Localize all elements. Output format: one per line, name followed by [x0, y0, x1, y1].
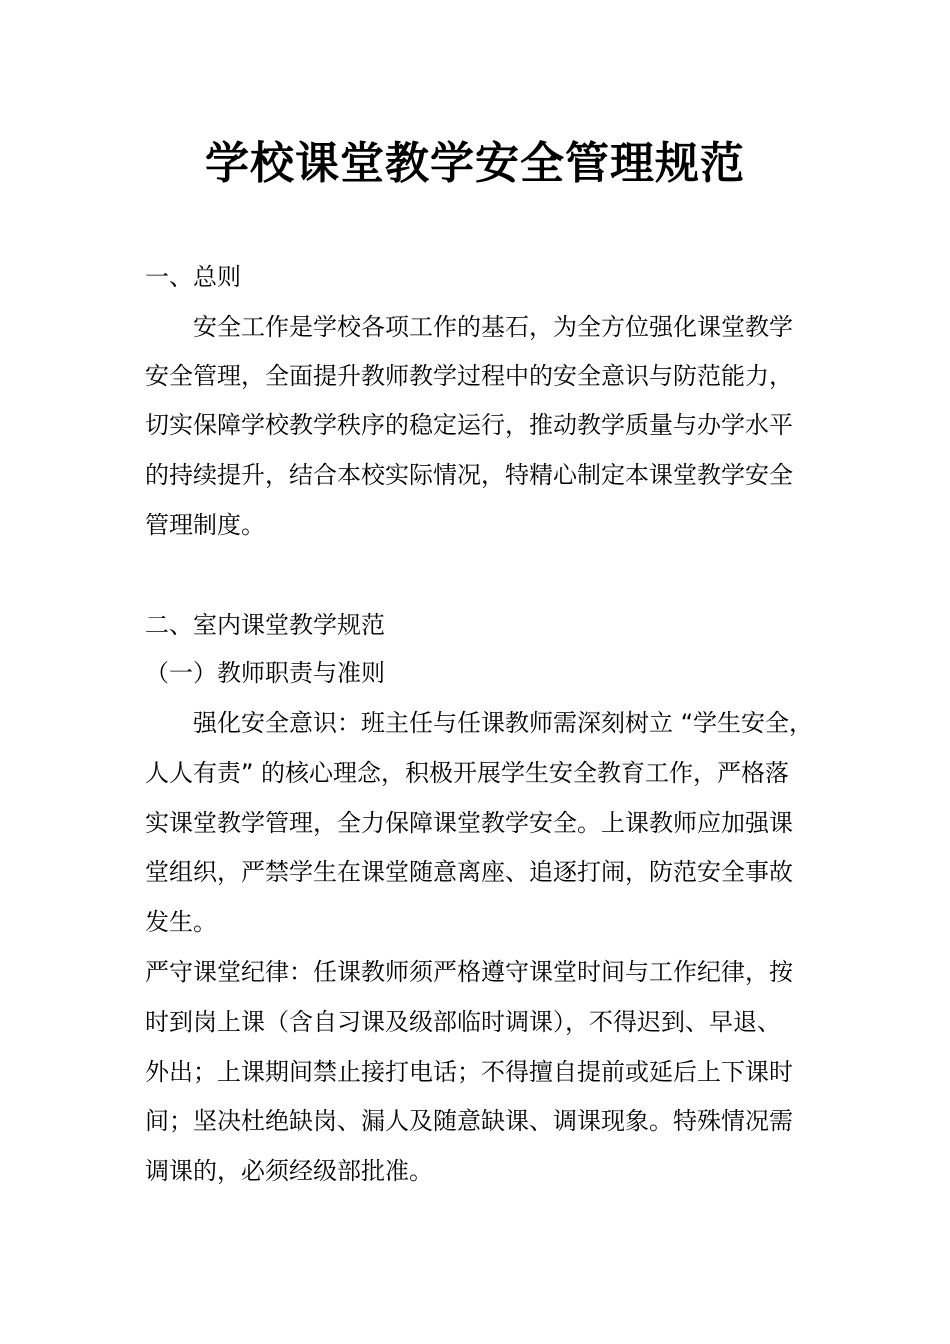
paragraph-line: 的持续提升，结合本校实际情况，特精心制定本课堂教学安全	[145, 461, 793, 489]
paragraph-line: 发生。	[145, 908, 217, 936]
paragraph-line: 调课的，必须经级部批准。	[145, 1157, 433, 1185]
paragraph-line: 实课堂教学管理，全力保障课堂教学安全。上课教师应加强课	[145, 809, 793, 837]
paragraph-line: 人人有责” 的核心理念，积极开展学生安全教育工作，严格落	[145, 759, 790, 787]
paragraph-line: 切实保障学校教学秩序的稳定运行，推动教学质量与办学水平	[145, 411, 793, 439]
paragraph-line: 外出；上课期间禁止接打电话；不得擅自提前或延后上下课时	[145, 1058, 793, 1086]
paragraph-line: 时到岗上课（含自习课及级部临时调课），不得迟到、早退、	[145, 1008, 781, 1036]
section-heading: 一、总则	[145, 263, 241, 291]
paragraph-line: 强化安全意识：班主任与任课教师需深刻树立 “学生安全，	[193, 709, 814, 737]
section-heading: 二、室内课堂教学规范	[145, 611, 385, 639]
paragraph-line: 间；坚决杜绝缺岗、漏人及随意缺课、调课现象。特殊情况需	[145, 1107, 793, 1135]
paragraph-line: 管理制度。	[145, 511, 265, 539]
paragraph-line: 堂组织，严禁学生在课堂随意离座、追逐打闹，防范安全事故	[145, 858, 793, 886]
document-title: 学校课堂教学安全管理规范	[205, 138, 745, 189]
paragraph-line: 安全管理，全面提升教师教学过程中的安全意识与防范能力，	[145, 362, 793, 390]
paragraph-line: 严守课堂纪律：任课教师须严格遵守课堂时间与工作纪律，按	[145, 958, 793, 986]
subsection-heading: （一）教师职责与准则	[145, 659, 385, 687]
paragraph-line: 安全工作是学校各项工作的基石，为全方位强化课堂教学	[193, 313, 793, 341]
